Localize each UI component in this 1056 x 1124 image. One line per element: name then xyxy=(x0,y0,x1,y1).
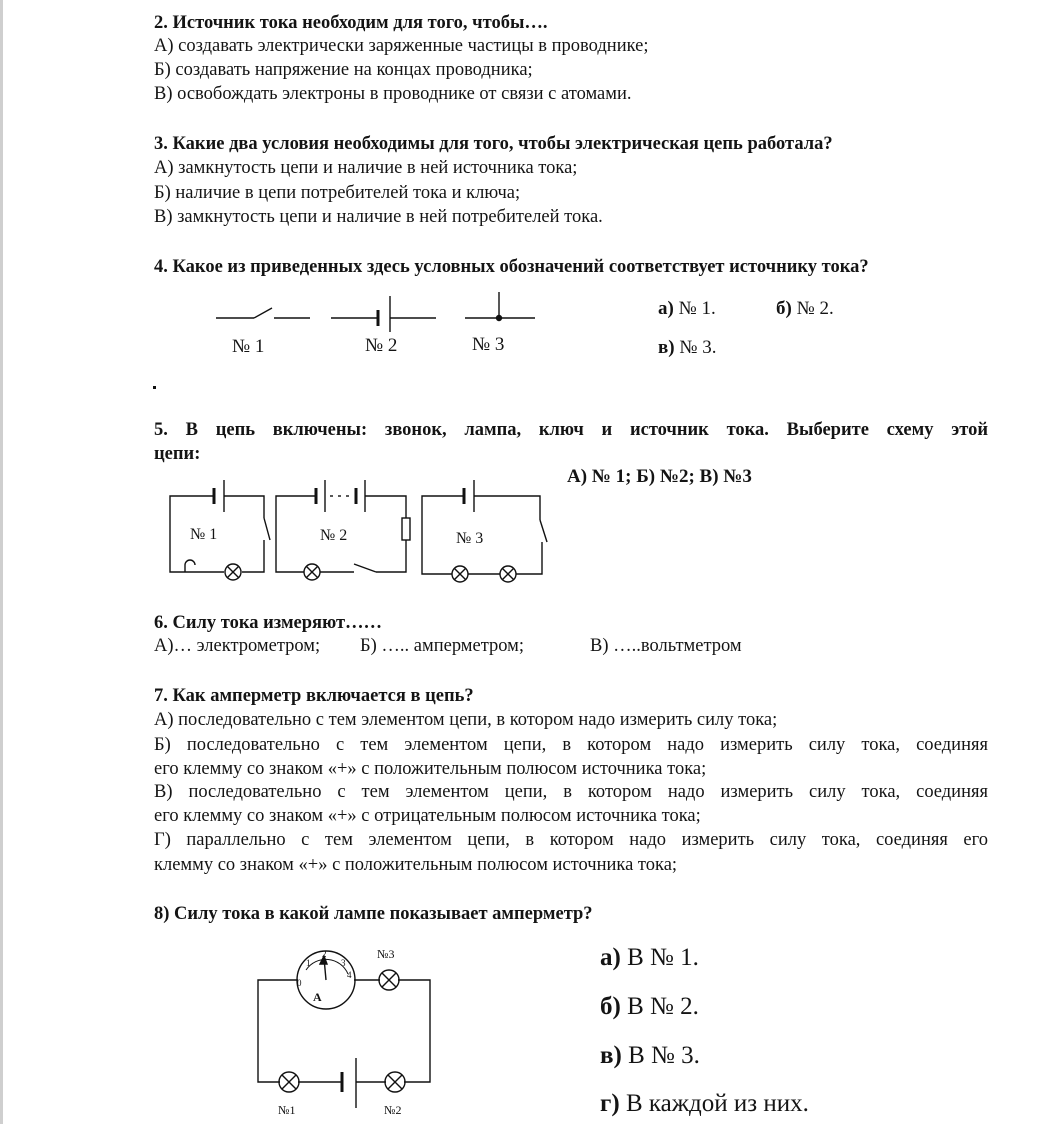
junction-symbol-3 xyxy=(465,292,535,321)
q6-option-a: А)… электрометром; xyxy=(154,636,321,656)
q6-title: 6. Силу тока измеряют…… xyxy=(154,613,383,633)
lamp-1-icon xyxy=(279,1072,299,1092)
q4-label-2: № 2 xyxy=(365,335,398,356)
stray-dot xyxy=(153,386,156,389)
q5-label-1: № 1 xyxy=(190,526,218,543)
q3-title: 3. Какие два условия необходимы для того, чтобы электрическая цепь работала? xyxy=(154,134,833,154)
svg-text:2: 2 xyxy=(322,949,327,959)
lamp-3-label: №3 xyxy=(377,947,395,961)
q8-answer-d: г) В каждой из них. xyxy=(600,1090,809,1117)
q5-circuits-diagram xyxy=(158,478,558,588)
q5-answers: А) № 1; Б) №2; В) №3 xyxy=(567,466,752,487)
q4-answer-c: в) № 3. xyxy=(658,337,717,358)
svg-text:3: 3 xyxy=(341,958,346,968)
q7-option-b-line1: Б) последовательно с тем элементом цепи, в котором надо измерить силу тока, соединяя xyxy=(154,735,988,755)
q6-option-b: Б) ….. амперметром; xyxy=(360,636,525,656)
q4-title: 4. Какое из приведенных здесь условных обозначений соответствует источнику тока? xyxy=(154,257,869,277)
q7-option-a: А) последовательно с тем элементом цепи, в котором надо измерить силу тока; xyxy=(154,710,778,730)
circuit-3 xyxy=(422,480,547,582)
cell-symbol-2 xyxy=(331,296,436,332)
q5-title-line2: цепи: xyxy=(154,444,201,464)
q4-symbols-diagram xyxy=(210,288,550,328)
svg-text:4: 4 xyxy=(347,970,352,980)
q7-option-b-line2: его клемму со знаком «+» с положительным полюсом источника тока; xyxy=(154,759,707,779)
ammeter-label: A xyxy=(313,990,322,1004)
q8-title: 8) Силу тока в какой лампе показывает амперметр? xyxy=(154,904,593,924)
lamp-1-label: №1 xyxy=(278,1103,296,1117)
q8-answer-a: а) В № 1. xyxy=(600,944,699,971)
q7-option-d-line2: клемму со знаком «+» с положительным полюсом источника тока; xyxy=(154,855,678,875)
q2-option-b: Б) создавать напряжение на концах проводника; xyxy=(154,60,533,80)
q2-option-a: А) создавать электрически заряженные частицы в проводнике; xyxy=(154,36,649,56)
q6-option-c: В) …..вольтметром xyxy=(590,636,742,656)
lamp-2-label: №2 xyxy=(384,1103,402,1117)
q4-label-1: № 1 xyxy=(232,336,265,357)
q5-title-line1: 5. В цепь включены: звонок, лампа, ключ и источник тока. Выберите схему этой xyxy=(154,420,988,440)
q3-option-a: А) замкнутость цепи и наличие в ней источника тока; xyxy=(154,158,578,178)
q4-label-3: № 3 xyxy=(472,334,505,355)
lamp-2-icon xyxy=(385,1072,405,1092)
q4-answer-a: а) № 1. xyxy=(658,298,716,319)
q8-circuit-diagram xyxy=(250,944,450,1124)
q7-option-c-line1: В) последовательно с тем элементом цепи, в котором надо измерить силу тока, соединяя xyxy=(154,782,988,802)
q4-answer-b: б) № 2. xyxy=(776,298,834,319)
circuit-1 xyxy=(170,480,270,580)
svg-text:0: 0 xyxy=(297,978,302,988)
q7-option-d-line1: Г) параллельно с тем элементом цепи, в котором надо измерить силу тока, соединяя его xyxy=(154,830,988,850)
page-edge xyxy=(0,0,3,1124)
q5-label-2: № 2 xyxy=(320,527,348,544)
q7-option-c-line2: его клемму со знаком «+» с отрицательным полюсом источника тока; xyxy=(154,806,701,826)
q8-answer-b: б) В № 2. xyxy=(600,993,699,1020)
svg-text:1: 1 xyxy=(306,958,311,968)
q8-answer-c: в) В № 3. xyxy=(600,1042,700,1069)
q5-label-3: № 3 xyxy=(456,530,484,547)
q3-option-b: Б) наличие в цепи потребителей тока и ключа; xyxy=(154,183,521,203)
q2-title: 2. Источник тока необходим для того, чтобы…. xyxy=(154,13,548,33)
q2-option-c: В) освобождать электроны в проводнике от связи с атомами. xyxy=(154,84,632,104)
q7-title: 7. Как амперметр включается в цепь? xyxy=(154,686,474,706)
q3-option-c: В) замкнутость цепи и наличие в ней потребителей тока. xyxy=(154,207,603,227)
switch-symbol-1 xyxy=(216,308,310,318)
lamp-3-icon xyxy=(379,970,399,990)
